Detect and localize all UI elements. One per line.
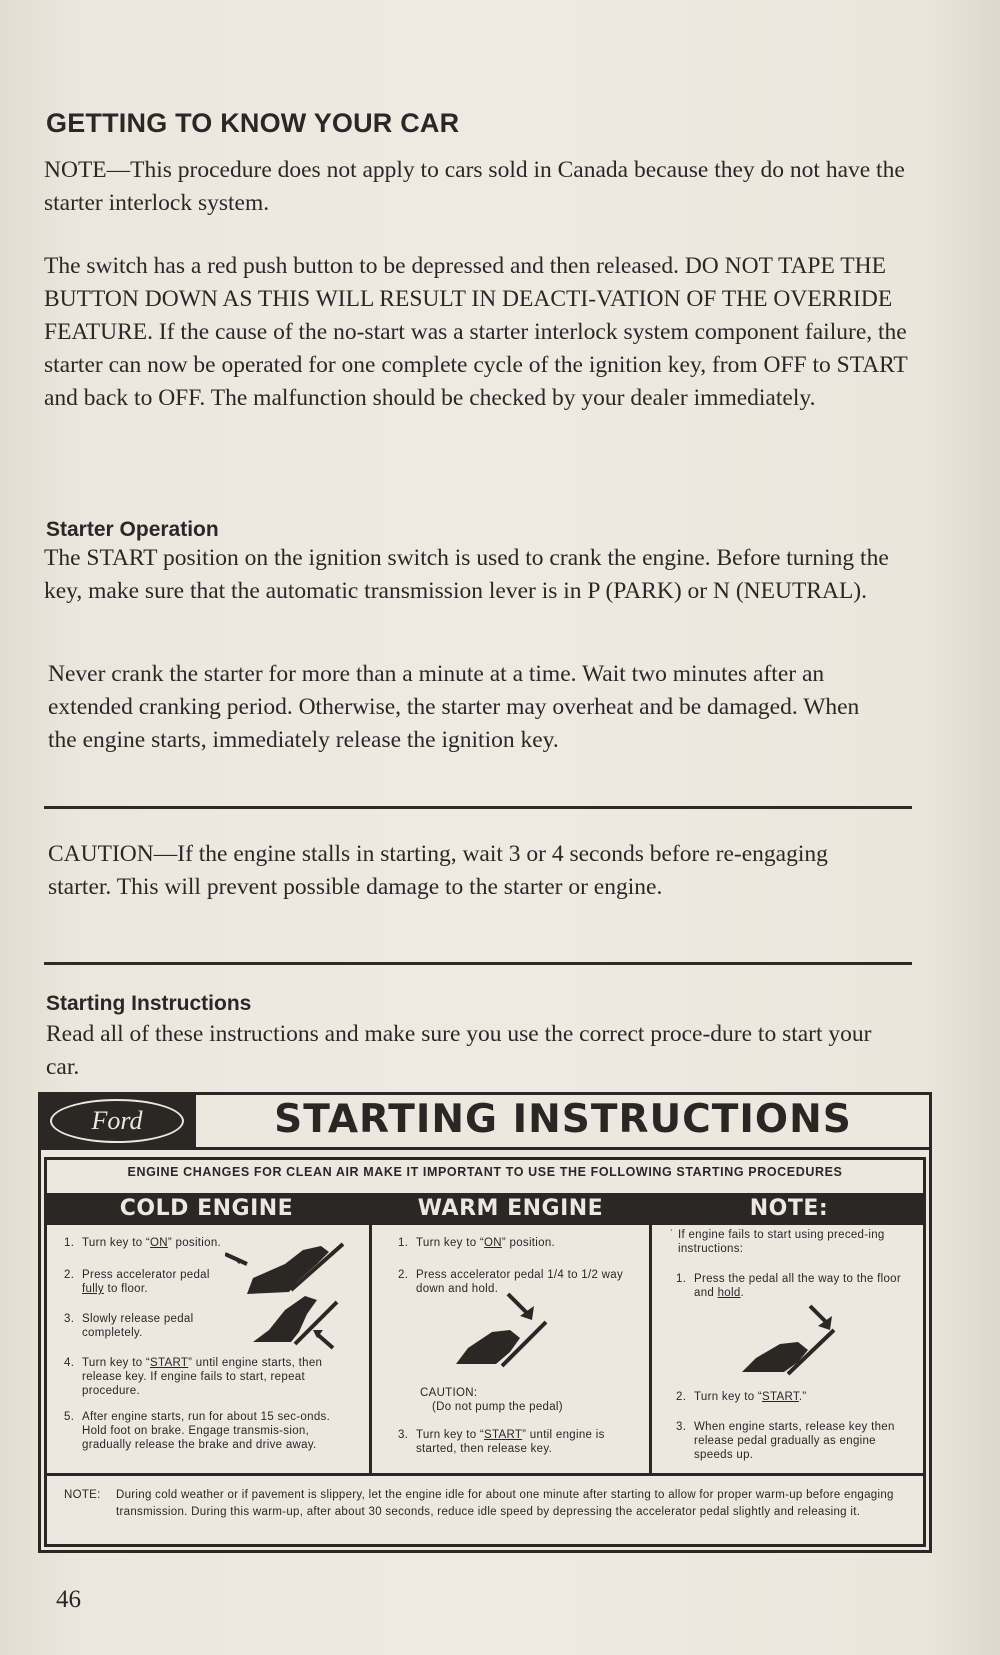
- card-subtitle: ENGINE CHANGES FOR CLEAN AIR MAKE IT IMPORTANT TO USE THE FOLLOWING STARTING PROCEDURES: [127, 1165, 843, 1179]
- divider-bottom: [44, 962, 912, 965]
- starter-operation-heading: Starter Operation: [46, 518, 219, 541]
- warm-step-1: 1. Turn key to “ON” position.: [398, 1237, 556, 1249]
- cold-step-2: 2. Press accelerator pedal fully to floor.: [64, 1269, 210, 1295]
- caution-paragraph: CAUTION—If the engine stalls in starting, wait 3 or 4 seconds before re-engaging starter. This will prevent possible damage to the starter or engine.: [48, 841, 828, 900]
- cold-step-5: 5. After engine starts, run for about 15 sec-onds. Hold foot on brake. Engage transmis-sion, gradually release the brake and drive away.: [64, 1411, 331, 1451]
- footer-divider: [44, 1473, 926, 1476]
- foot-on-pedal-icon: [456, 1294, 546, 1366]
- starter-operation-text: The START position on the ignition switch is used to crank the engine. Before turning the key, make sure that the automatic transmission lever is in P (PARK) or N (NEUTRAL).: [44, 545, 889, 604]
- ford-logo-text: Ford: [50, 1099, 184, 1143]
- column-divider-2: [649, 1193, 652, 1476]
- column-divider-1: [369, 1193, 372, 1476]
- pedal-illustration-note: [738, 1304, 848, 1380]
- page-title: GETTING TO KNOW YOUR CAR: [46, 108, 460, 138]
- pedal-illustration-cold: [225, 1238, 355, 1368]
- note-intro: ˙ If engine fails to start using preced-ing instructions:: [670, 1229, 885, 1255]
- pedal-illustration-warm: [448, 1292, 558, 1372]
- foot-on-pedal-icon: [225, 1244, 343, 1294]
- cold-step-1: 1. Turn key to “ON” position.: [64, 1237, 222, 1249]
- page-number: 46: [56, 1586, 81, 1613]
- warm-caution-label: CAUTION:: [420, 1387, 478, 1399]
- cold-step-4: 4. Turn key to “START” until engine starts, then release key. If engine fails to start, repeat procedure.: [64, 1357, 323, 1397]
- canada-note: NOTE—This procedure does not apply to cars sold in Canada because they do not have the starter interlock system.: [44, 157, 905, 216]
- note-step-2: 2. Turn key to “START.”: [676, 1391, 807, 1403]
- warm-engine-header: WARM ENGINE: [372, 1193, 649, 1225]
- warm-caution-text: (Do not pump the pedal): [432, 1401, 563, 1413]
- ford-logo: [38, 1092, 196, 1147]
- foot-releasing-pedal-icon: [253, 1296, 337, 1348]
- footer-note-label: NOTE:: [64, 1489, 101, 1501]
- starting-instructions-text: Read all of these instructions and make sure you use the correct proce-dure to start your car.: [46, 1021, 872, 1080]
- warm-step-3: 3. Turn key to “START” until engine is started, then release key.: [398, 1429, 605, 1455]
- warm-caution: [420, 1386, 620, 1414]
- cold-engine-header: COLD ENGINE: [44, 1193, 369, 1225]
- note-step-1: 1. Press the pedal all the way to the floor and hold.: [676, 1273, 901, 1299]
- card-footer-note: [64, 1487, 914, 1520]
- warm-step-2: 2. Press accelerator pedal 1/4 to 1/2 way down and hold.: [398, 1269, 624, 1295]
- note-header: NOTE:: [652, 1193, 926, 1225]
- card-banner: [38, 1092, 932, 1150]
- footer-note-text: During cold weather or if pavement is slippery, let the engine idle for about one minute after starting to allow for proper warm-up before engaging transmission. During this warm-up, after about 30 seconds, reduce idle speed by depressing the accelerator pedal slightly and releasing it.: [116, 1489, 894, 1518]
- starting-instructions-heading: Starting Instructions: [46, 992, 252, 1015]
- divider-top: [44, 806, 912, 809]
- switch-paragraph: The switch has a red push button to be depressed and then released. DO NOT TAPE THE BUTTON DOWN AS THIS WILL RESULT IN DEACTI-VATION OF THE OVERRIDE FEATURE. If the cause of the no-start was a starter interlock system component failure, the starter can now be operated for one complete cycle of the ignition key, from OFF to START and back to OFF. The malfunction should be checked by your dealer immediately.: [44, 253, 908, 411]
- note-step-3: 3. When engine starts, release key then release pedal gradually as engine speeds up.: [676, 1421, 895, 1461]
- cold-step-3: 3. Slowly release pedal completely.: [64, 1313, 194, 1339]
- foot-on-pedal-icon: [742, 1306, 834, 1374]
- card-title: STARTING INSTRUCTIONS: [274, 1097, 852, 1142]
- cranking-paragraph: Never crank the starter for more than a minute at a time. Wait two minutes after an extended cranking period. Otherwise, the starter may overheat and be damaged. When the engine starts, immediately release the ignition key.: [48, 661, 860, 753]
